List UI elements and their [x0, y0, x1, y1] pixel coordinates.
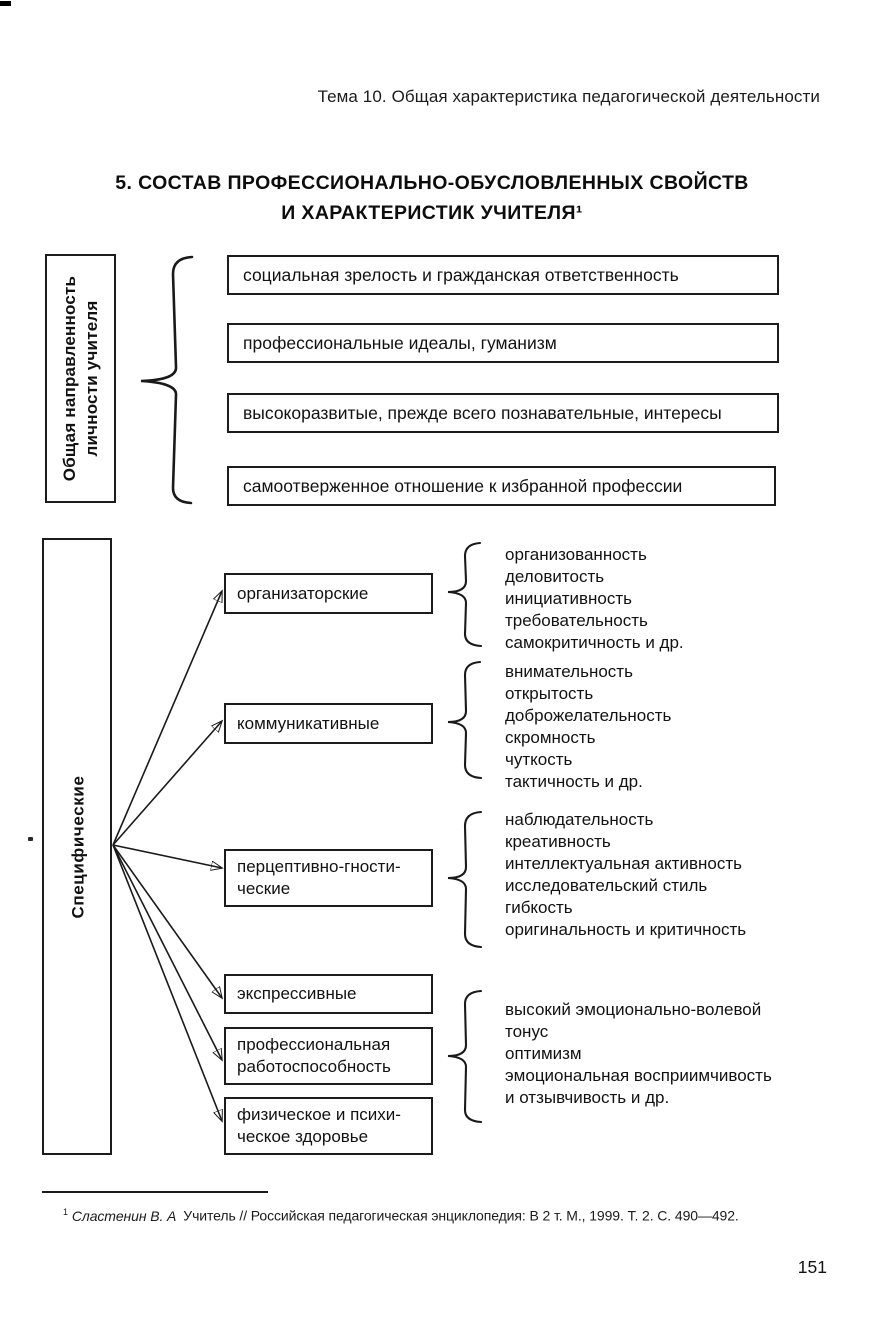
general-item-box: самоотверженное отношение к избранной профессии — [227, 466, 776, 506]
category-label-line1: физическое и психи- — [237, 1105, 401, 1124]
arrow-to-perceptive — [113, 845, 222, 868]
category-box-perceptive-gnostic — [224, 849, 433, 907]
trait-item: внимательность — [505, 662, 633, 681]
category-label-line1: организаторские — [237, 583, 369, 603]
trait-list-perceptive-gnostic — [505, 809, 746, 941]
category-label-line2: ческое здоровье — [237, 1127, 369, 1146]
trait-item: организованность — [505, 545, 647, 564]
brace-perceptive-traits — [448, 812, 481, 947]
trait-list-workcapacity — [505, 999, 772, 1109]
trait-item: инициативность — [505, 589, 632, 608]
category-box-professional-workcapacity — [224, 1027, 433, 1085]
group-label-general-line1: Общая направленность — [59, 275, 79, 482]
arrow-to-communicative — [113, 721, 222, 845]
category-box-physical-mental-health — [224, 1097, 433, 1155]
arrow-to-workcapacity — [113, 845, 222, 1060]
trait-item: доброжелательность — [505, 706, 672, 725]
group-label-general-text — [59, 276, 103, 481]
trait-item: гибкость — [505, 898, 573, 917]
arrow-to-organizational — [113, 591, 222, 845]
general-item-box: высокоразвитые, прежде всего познавательные, интересы — [227, 393, 779, 433]
trait-item: креативность — [505, 832, 611, 851]
general-item-box: профессиональные идеалы, гуманизм — [227, 323, 779, 363]
trait-item: высокий эмоционально-волевой — [505, 1000, 762, 1019]
brace-communicative-traits — [448, 662, 481, 778]
trait-item: эмоциональная восприимчивость — [505, 1066, 772, 1085]
trait-item: оригинальность и критичность — [505, 920, 747, 939]
group-label-general-line2: личности учителя — [81, 300, 101, 457]
footnote-text: Учитель // Российская педагогическая энциклопедия: В 2 т. М., 1999. Т. 2. С. 490—492. — [183, 1207, 739, 1224]
footnote-marker: 1 — [63, 1207, 68, 1217]
category-label-line1: профессиональная — [237, 1035, 391, 1054]
category-box-organizational — [224, 573, 433, 614]
footnote-author: Сластенин В. А — [71, 1207, 177, 1224]
section-title-line1: 5. СОСТАВ ПРОФЕССИОНАЛЬНО-ОБУСЛОВЛЕННЫХ СВОЙСТВ — [115, 172, 749, 194]
footnote — [63, 1207, 739, 1224]
brace-general-group — [141, 257, 192, 503]
arrow-to-expressive — [113, 845, 222, 998]
page-number: 151 — [797, 1257, 827, 1277]
print-speck — [28, 837, 33, 841]
trait-item: требовательность — [505, 611, 648, 630]
section-title — [60, 168, 804, 228]
running-header: Тема 10. Общая характеристика педагогической деятельности — [317, 87, 820, 106]
arrow-to-health — [113, 845, 222, 1121]
category-label-line2: работоспособность — [237, 1057, 391, 1076]
trait-item: тактичность и др. — [505, 772, 643, 791]
trait-item: и отзывчивость и др. — [505, 1088, 670, 1107]
trait-item: скромность — [505, 728, 596, 747]
category-label-line1: перцептивно-гности- — [237, 857, 401, 876]
general-item-box: социальная зрелость и гражданская ответственность — [227, 255, 779, 295]
category-box-communicative — [224, 703, 433, 744]
category-label-line2: ческие — [237, 879, 291, 898]
trait-item: исследовательский стиль — [505, 876, 708, 895]
trait-item: чуткость — [505, 750, 573, 769]
category-box-expressive — [224, 974, 433, 1014]
brace-workcapacity-traits — [448, 991, 481, 1122]
group-label-general-orientation — [45, 254, 116, 503]
print-artifact-mark — [0, 1, 11, 6]
trait-item: интеллектуальная активность — [505, 854, 742, 873]
footnote-separator — [42, 1191, 268, 1193]
category-label-line1: коммуникативные — [237, 713, 380, 733]
section-title-line2: И ХАРАКТЕРИСТИК УЧИТЕЛЯ¹ — [281, 202, 583, 224]
trait-item: открытость — [505, 684, 594, 703]
trait-item: самокритичность и др. — [505, 633, 684, 652]
trait-item: деловитость — [505, 567, 605, 586]
group-label-specific: Специфические — [68, 775, 88, 919]
trait-item: оптимизм — [505, 1044, 582, 1063]
category-label-line1: экспрессивные — [237, 984, 357, 1003]
trait-item: тонус — [505, 1022, 549, 1041]
trait-list-organizational — [505, 544, 684, 654]
trait-item: наблюдательность — [505, 810, 654, 829]
trait-list-communicative — [505, 661, 671, 793]
brace-organizational-traits — [448, 543, 481, 646]
